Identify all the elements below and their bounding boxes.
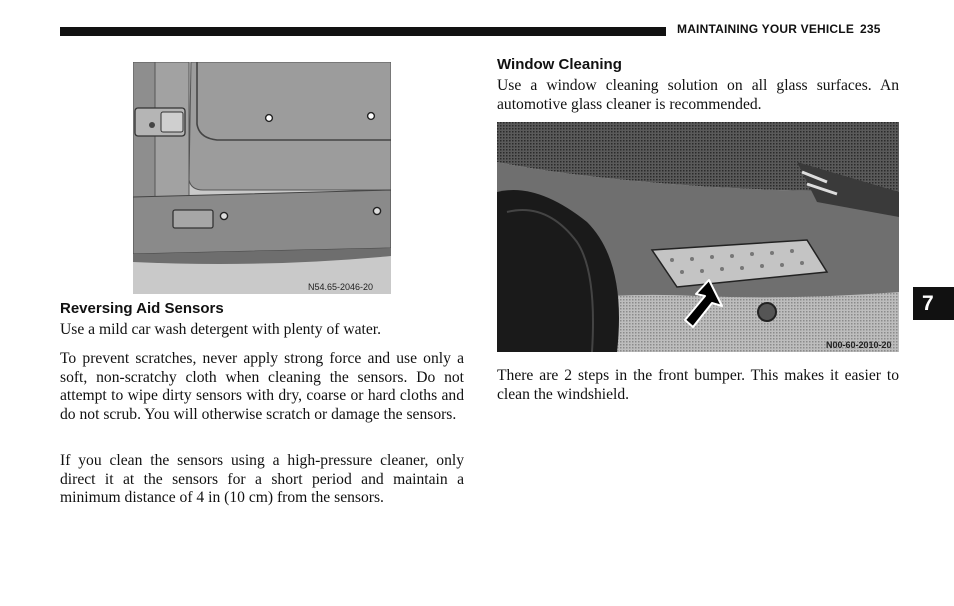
left-figure-code: N54.65-2046-20 [308,282,374,292]
header-rule [60,27,666,36]
reversing-aid-heading: Reversing Aid Sensors [60,300,224,317]
front-bumper-steps-figure [497,122,899,352]
front-bumper-steps-paragraph: There are 2 steps in the front bumper. This makes it easier to clean the windshield. [497,367,899,403]
window-cleaning-heading: Window Cleaning [497,56,622,73]
left-paragraph-2: To prevent scratches, never apply strong force and use only a soft, non-scratchy cloth when cleaning the sensors. Do not attempt to wipe dirty sensors with dry, coarse or hard cloths and do not scrub. You will otherwise scratch or damage the sensors. [60,350,464,423]
page-number: 235 [860,22,881,36]
left-paragraph-3: If you clean the sensors using a high-pressure cleaner, only direct it at the sensors for a short period and maintain a minimum distance of 4 in (10 cm) from the sensors. [60,452,464,507]
running-header [677,22,881,36]
left-paragraph-1: Use a mild car wash detergent with plenty of water. [60,321,382,338]
rear-bumper-illustration [133,62,391,294]
window-cleaning-intro: Use a window cleaning solution on all glass surfaces. An automotive glass cleaner is recommended. [497,77,899,113]
section-title: MAINTAINING YOUR VEHICLE [677,22,855,36]
rear-bumper-sensors-figure [133,62,391,294]
chapter-tab: 7 [913,287,954,320]
right-figure-code: N00-60-2010-20 [826,340,892,350]
front-bumper-illustration [497,122,899,352]
